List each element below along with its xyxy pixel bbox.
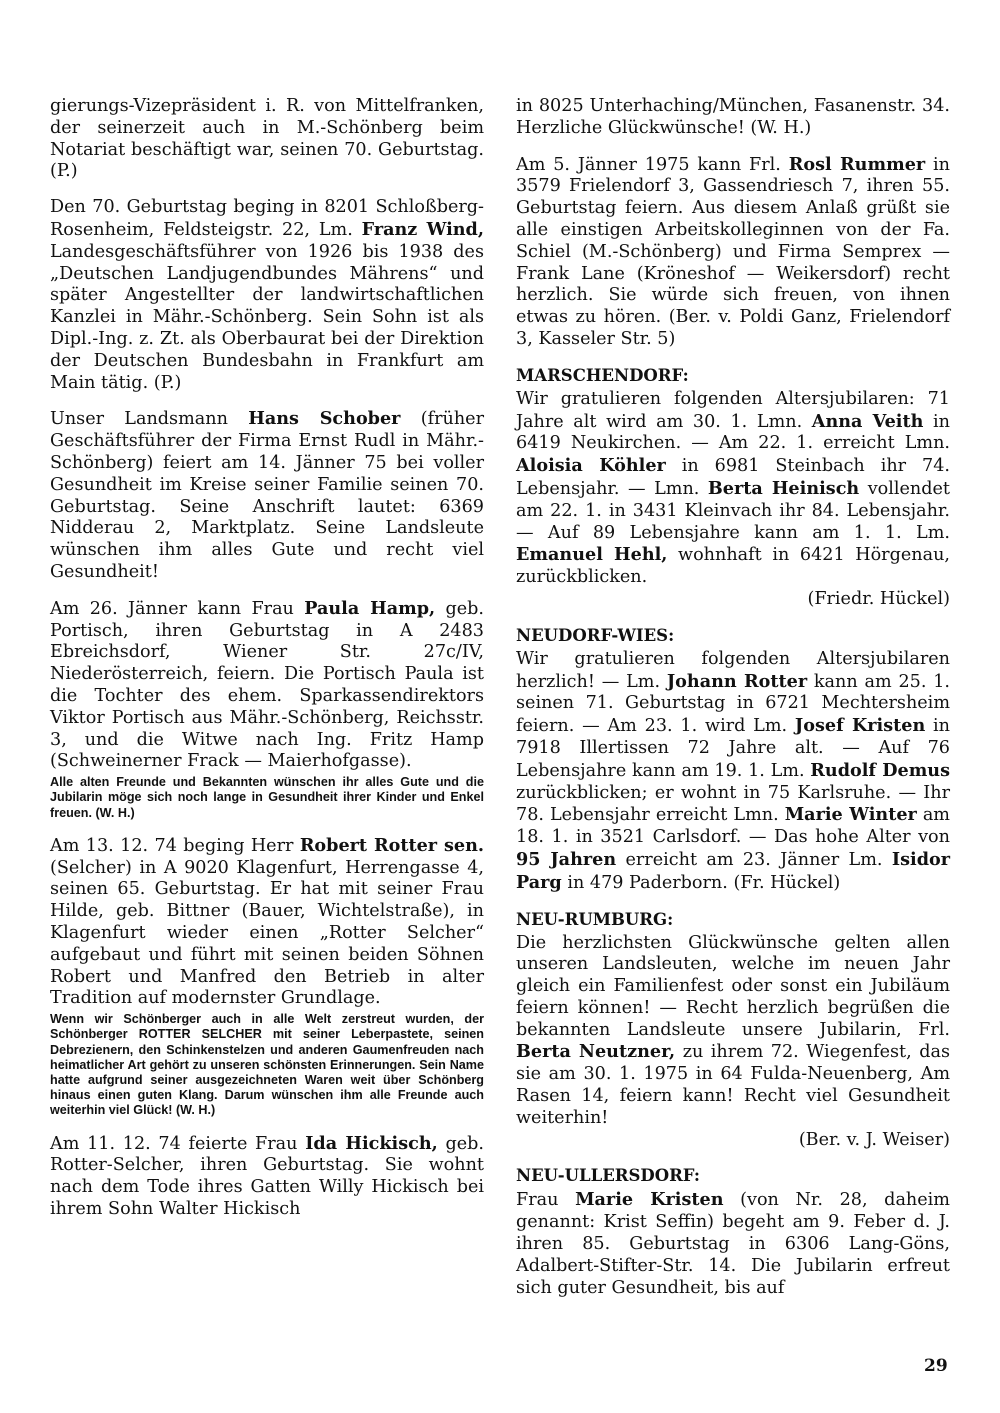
small-print-paragraph: Wenn wir Schönberger auch in alle Welt zerstreut wurden, der Schönberger ROTTER SELCHER mit seiner Leberpastete, seinen Debrezienern, den Schinkenstelzen und anderen Gaumenfreuden nach heimatlicher Art gehört zu unseren schönsten Erinnerungen. Sein Name hatte aufgrund seiner ausgezeichneten Waren weit über Schönberg hinaus einen guten Klang. Darum wünschen ihm alle Freunde auch weiterhin viel Glück! (W. H.) (50, 1012, 484, 1118)
article-paragraph: Am 11. 12. 74 feierte Frau Ida Hickisch, geb. Rotter-Selcher, ihren Geburtstag. Sie wohnt nach dem Tode ihres Gatten Willy Hickisch bei ihrem Sohn Walter Hickisch (50, 1132, 485, 1219)
article-paragraph: Wir gratulieren folgenden Altersjubilaren: 71 Jahre alt wird am 30. 1. Lmn. Anna Veith in 6419 Neukirchen. — Am 22. 1. erreicht Lmn. Aloisia Köhler in 6981 Steinbach ihr 74. Lebensjahr. — Lmn. Berta Heinisch vollendet am 22. 1. in 3431 Kleinvach ihr 84. Lebensjahr. — Auf 89 Lebensjahre kann am 1. 1. Lm. Emanuel Hehl, wohnhaft in 6421 Hörgenau, zurückblicken. (Friedr. Hückel) (516, 388, 950, 609)
article-paragraph: gierungs-Vizepräsident i. R. von Mittelfranken, der seinerzeit auch in M.-Schönberg beim Notariat beschäftigt war, seinen 70. Geburtstag. (P.) (50, 96, 484, 182)
article-paragraph: Die herzlichsten Glückwünsche gelten allen unseren Landsleuten, welche im neuen Jahr gleich ein Familienfest oder sonst ein Jubiläum feiern können! — Recht herzlich begrüßen die bekannten Landsleute unsere Jubilarin, Frl. Berta Neutzner, zu ihrem 72. Wiegenfest, das sie am 30. 1. 1975 in 64 Fulda-Neuenberg, Am Rasen 14, feiern kann! Recht viel Gesundheit weiterhin! (Ber. v. J. Weiser) (516, 932, 950, 1150)
article-paragraph: Am 5. Jänner 1975 kann Frl. Rosl Rummer in 3579 Frielendorf 3, Gassendriesch 7, ihren 55. Geburtstag feiern. Aus diesem Anlaß grüßt sie alle einstigen Arbeitskolleginnen von der Fa. Schiel (M.-Schönberg) und Firma Semprex — Frank Lane (Kröneshof — Weikersdorf) recht herzlich. Sie würde sich freuen, von ihnen etwas zu hören. (Ber. v. Poldi Ganz, Frielendorf 3, Kasseler Str. 5) (516, 153, 950, 349)
section-heading: NEU-ULLERSDORF: (516, 1166, 701, 1186)
article-paragraph: Frau Marie Kristen (von Nr. 28, daheim genannt: Krist Seffin) begeht am 9. Feber d. J. ihren 85. Geburtstag in 6306 Lang-Göns, Adalbert-Stifter-Str. 14. Die Jubilarin erfreut sich guter Gesundheit, bis auf (516, 1189, 950, 1298)
page-number: 29 (924, 1356, 948, 1376)
section-heading: NEU-RUMBURG: (516, 909, 674, 929)
section-heading: NEUDORF-WIES: (516, 625, 675, 645)
article-paragraph: Unser Landsmann Hans Schober (früher Geschäftsführer der Firma Ernst Rudl in Mähr.-Schönberg) feiert am 14. Jänner 75 bei voller Gesundheit im Kreise seiner Familie seinen 70. Geburtstag. Seine Anschrift lautet: 6369 Nidderau 2, Marktplatz. Seine Landsleute wünschen ihm alles Gute und recht viel Gesundheit! (50, 408, 484, 582)
article-paragraph: Den 70. Geburtstag beging in 8201 Schloßberg-Rosenheim, Feldsteigstr. 22, Lm. Franz Wind, Landesgeschäftsführer von 1926 bis 1938 des „Deutschen Landjugendbundes Mährens“ und später Angestellter der landwirtschaftlichen Kanzlei in Mähr.-Schönberg. Sein Sohn ist als Dipl.-Ing. z. Zt. als Oberbaurat bei der Direktion der Deutschen Bundesbahn in Frankfurt am Main tätig. (P.) (50, 197, 484, 393)
article-paragraph: Wir gratulieren folgenden Altersjubilaren herzlich! — Lm. Johann Rotter kann am 25. 1. seinen 71. Geburtstag in 6721 Mechtersheim feiern. — Am 23. 1. wird Lm. Josef Kristen in 7918 Illertissen 72 Jahre alt. — Auf 76 Lebensjahre kann am 19. 1. Lm. Rudolf Demus zurückblicken; er wohnt in 75 Karlsruhe. — Ihr 78. Lebensjahr erreicht Lmn. Marie Winter am 18. 1. in 3521 Carlsdorf. — Das hohe Alter von 95 Jahren erreicht am 23. Jänner Lm. Isidor Parg in 479 Paderborn. (Fr. Hückel) (516, 648, 951, 893)
small-print-paragraph: Alle alten Freunde und Bekannten wünschen ihr alles Gute und die Jubilarin möge sich noch lange in Gesundheit ihrer Kinder und Enkel freuen. (W. H.) (50, 775, 484, 820)
right-column (516, 96, 950, 1313)
section-heading: MARSCHENDORF: (516, 365, 689, 385)
article-paragraph: Am 26. Jänner kann Frau Paula Hamp, geb. Portisch, ihren Geburtstag in A 2483 Ebreichsdorf, Wiener Str. 27c/IV, Niederösterreich, feiern. Die Portisch Paula ist die Tochter des ehem. Sparkassendirektors Viktor Portisch aus Mähr.-Schönberg, Reichsstr. 3, und die Witwe nach Ing. Fritz Hamp (Schweinerner Frack — Maierhofgasse). (50, 597, 484, 772)
left-column (50, 96, 484, 1235)
article-paragraph: Am 13. 12. 74 beging Herr Robert Rotter sen. (Selcher) in A 9020 Klagenfurt, Herrengasse 4, seinen 65. Geburtstag. Er hat mit seiner Frau Hilde, geb. Bittner (Bauer, Wichtelstraße), in Klagenfurt wieder einen „Rotter Selcher“ aufgebaut und führt mit seinen beiden Söhnen Robert und Manfred den Betrieb in alter Tradition auf modernster Grundlage. (50, 834, 484, 1009)
article-paragraph: in 8025 Unterhaching/München, Fasanenstr. 34. Herzliche Glückwünsche! (W. H.) (516, 96, 950, 138)
